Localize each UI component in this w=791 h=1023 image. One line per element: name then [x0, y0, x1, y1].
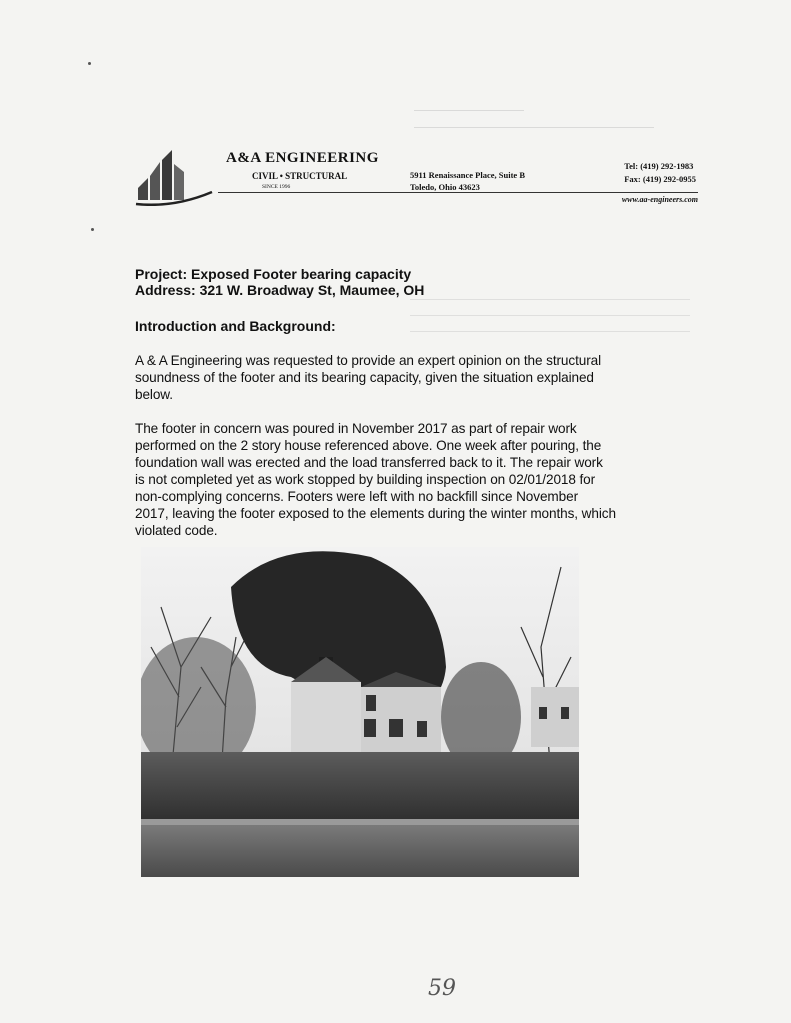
text-line: is not completed yet as work stopped by building inspection on 02/01/2018 for — [135, 472, 596, 487]
text-line: soundness of the footer and its bearing capacity, given the situation explained — [135, 370, 594, 385]
text-line: below. — [135, 387, 173, 402]
project-address: Address: 321 W. Broadway St, Maumee, OH — [135, 282, 425, 298]
text-line: The footer in concern was poured in November 2017 as part of repair work — [135, 421, 577, 436]
firm-tel: Tel: (419) 292-1983 — [624, 161, 694, 171]
letterhead-rule — [218, 192, 698, 193]
project-info — [135, 266, 424, 298]
project-title: Project: Exposed Footer bearing capacity — [135, 266, 412, 282]
firm-address — [410, 169, 525, 193]
firm-logo-icon — [134, 148, 214, 206]
address-line-2: Toledo, Ohio 43623 — [410, 182, 480, 192]
firm-discipline: CIVIL • STRUCTURAL — [252, 171, 348, 181]
firm-website: www.aa-engineers.com — [621, 195, 698, 204]
letterhead — [134, 140, 702, 210]
text-line: non-complying concerns. Footers were left with no backfill since November — [135, 489, 579, 504]
house-photo — [141, 547, 579, 877]
paragraph-intro — [135, 352, 665, 403]
section-heading: Introduction and Background: — [135, 318, 336, 334]
page-number: 59 — [428, 976, 456, 1001]
firm-contact — [624, 160, 696, 186]
text-line: A & A Engineering was requested to provide an expert opinion on the structural — [135, 353, 602, 368]
paragraph-background — [135, 420, 665, 539]
address-line-1: 5911 Renaissance Place, Suite B — [410, 170, 525, 180]
scan-speck — [88, 62, 91, 65]
text-line: violated code. — [135, 523, 218, 538]
firm-name: A&A ENGINEERING — [226, 150, 379, 166]
firm-fax: Fax: (419) 292-0955 — [624, 174, 696, 184]
text-line: performed on the 2 story house referenced above. One week after pouring, the — [135, 438, 602, 453]
firm-since: SINCE 1996 — [262, 184, 291, 190]
bleed-through-text-2 — [410, 290, 710, 332]
text-line: foundation wall was erected and the load transferred back to it. The repair work — [135, 455, 603, 470]
bleed-through-text — [414, 98, 714, 128]
text-line: 2017, leaving the footer exposed to the elements during the winter months, which — [135, 506, 616, 521]
scan-speck — [91, 228, 94, 231]
